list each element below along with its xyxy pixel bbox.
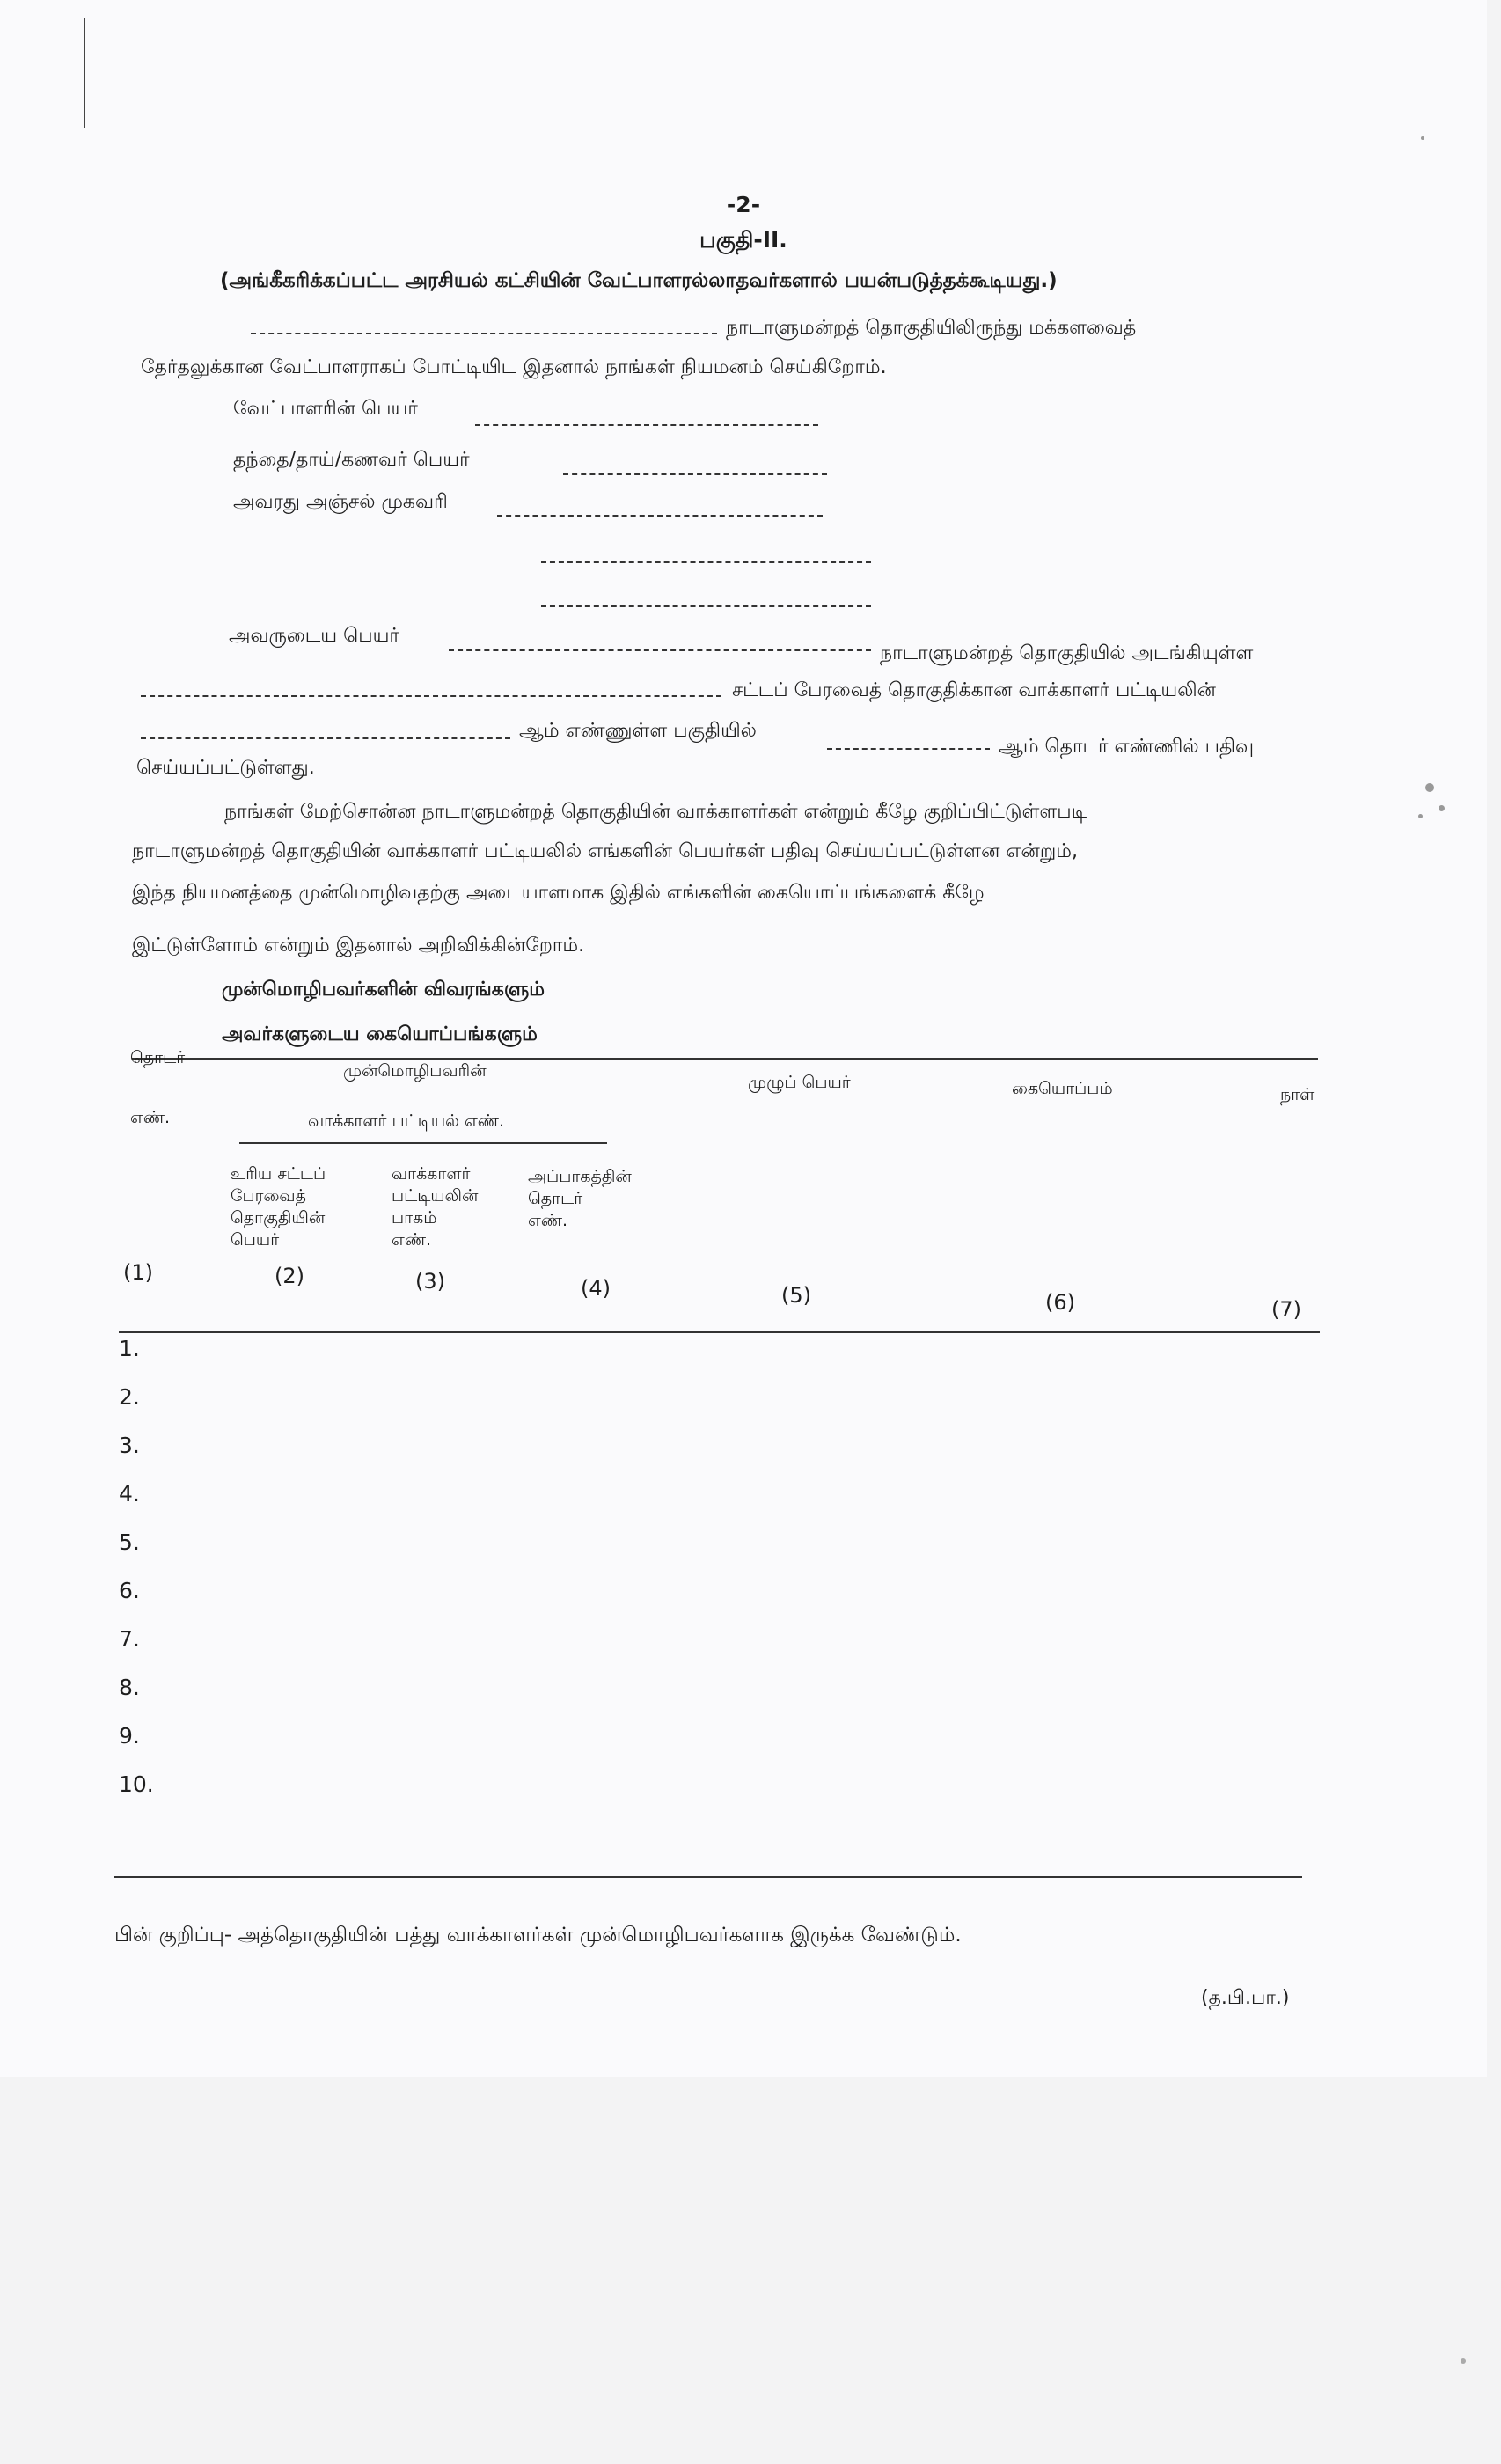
assembly-blank bbox=[141, 695, 721, 697]
address-blank-2 bbox=[541, 561, 871, 563]
col-number-2: (2) bbox=[275, 1264, 304, 1288]
scan-speck bbox=[1425, 783, 1434, 792]
footnote: பின் குறிப்பு- அத்தொகுதியின் பத்து வாக்காளர்கள் முன்மொழிபவர்களாக இருக்க வேண்டும். bbox=[114, 1924, 962, 1947]
col1-header-number: எண். bbox=[130, 1108, 171, 1127]
table-row-5: 5. bbox=[119, 1529, 140, 1555]
roll-number-header: வாக்காளர் பட்டியல் எண். bbox=[308, 1111, 504, 1131]
col6-header: கையொப்பம் bbox=[1012, 1079, 1113, 1098]
roll-header-rule bbox=[239, 1142, 607, 1144]
part-subtitle: (அங்கீகரிக்கப்பட்ட அரசியல் கட்சியின் வேட்பாளரல்லாதவர்களால் பயன்படுத்தக்கூடியது.) bbox=[220, 269, 1058, 292]
intro-line2: தேர்தலுக்கான வேட்பாளராகப் போட்டியிட இதனால் நாங்கள் நியமனம் செய்கிறோம். bbox=[141, 356, 887, 378]
col-number-4: (4) bbox=[581, 1276, 611, 1301]
parent-name-blank bbox=[563, 473, 827, 475]
address-blank-3 bbox=[541, 605, 871, 607]
part-number-blank bbox=[141, 737, 510, 739]
table-row-8: 8. bbox=[119, 1675, 140, 1700]
address-label: அவரது அஞ்சல் முகவரி bbox=[233, 491, 448, 513]
table-row-7: 7. bbox=[119, 1626, 140, 1652]
col-number-3: (3) bbox=[415, 1269, 445, 1294]
col1-header-serial: தொடர் bbox=[130, 1048, 186, 1067]
part-number-text: ஆம் எண்ணுள்ள பகுதியில் bbox=[519, 720, 757, 742]
col-number-1: (1) bbox=[123, 1260, 153, 1285]
his-name-blank bbox=[449, 649, 871, 651]
declaration-line4: இட்டுள்ளோம் என்றும் இதனால் அறிவிக்கின்றோம். bbox=[132, 935, 585, 957]
scan-speck bbox=[1461, 2358, 1466, 2364]
candidate-name-label: வேட்பாளரின் பெயர் bbox=[233, 398, 418, 420]
proposer-header: முன்மொழிபவரின் bbox=[343, 1061, 487, 1081]
proposers-heading-1: முன்மொழிபவர்களின் விவரங்களும் bbox=[222, 979, 545, 1001]
within-constituency-text: நாடாளுமன்றத் தொகுதியில் அடங்கியுள்ள bbox=[880, 642, 1254, 664]
col-number-7: (7) bbox=[1271, 1297, 1301, 1322]
col4-header: அப்பாகத்தின் தொடர் எண். bbox=[528, 1167, 632, 1230]
serial-number-blank bbox=[827, 748, 990, 750]
table-row-2: 2. bbox=[119, 1384, 140, 1410]
declaration-line3: இந்த நியமனத்தை முன்மொழிவதற்கு அடையாளமாக இதில் எங்களின் கையொப்பங்களைக் கீழே bbox=[132, 882, 985, 904]
table-row-6: 6. bbox=[119, 1578, 140, 1603]
col2-header: உரிய சட்டப் பேரவைத் தொகுதியின் பெயர் bbox=[231, 1164, 326, 1250]
col7-header: நாள் bbox=[1280, 1085, 1315, 1104]
margin-rule bbox=[84, 18, 85, 128]
his-name-label: அவருடைய பெயர் bbox=[229, 625, 399, 647]
scan-speck bbox=[1421, 136, 1424, 140]
serial-number-text: ஆம் தொடர் எண்ணில் பதிவு bbox=[999, 736, 1255, 758]
table-top-rule bbox=[132, 1058, 1318, 1060]
table-header-rule bbox=[119, 1331, 1320, 1333]
declaration-line2: நாடாளுமன்றத் தொகுதியின் வாக்காளர் பட்டியலில் எங்களின் பெயர்கள் பதிவு செய்யப்பட்டுள்ளன என்றும், bbox=[132, 840, 1078, 862]
intro-line1: நாடாளுமன்றத் தொகுதியிலிருந்து மக்களவைத் bbox=[726, 317, 1137, 339]
registered-text: செய்யப்பட்டுள்ளது. bbox=[136, 757, 315, 779]
address-blank-1 bbox=[497, 515, 823, 517]
proposers-heading-2: அவர்களுடைய கையொப்பங்களும் bbox=[222, 1023, 538, 1045]
table-row-1: 1. bbox=[119, 1336, 140, 1361]
table-row-4: 4. bbox=[119, 1481, 140, 1507]
candidate-name-blank bbox=[475, 424, 818, 426]
col-number-6: (6) bbox=[1045, 1290, 1075, 1315]
pto-label: (த.பி.பா.) bbox=[1201, 1987, 1290, 2009]
constituency-blank bbox=[251, 333, 717, 334]
table-bottom-rule bbox=[114, 1876, 1302, 1878]
assembly-roll-text: சட்டப் பேரவைத் தொகுதிக்கான வாக்காளர் பட்டியலின் bbox=[732, 679, 1216, 701]
page-number: -2- bbox=[726, 192, 761, 217]
table-row-9: 9. bbox=[119, 1723, 140, 1749]
scan-speck bbox=[1418, 814, 1423, 818]
parent-name-label: தந்தை/தாய்/கணவர் பெயர் bbox=[233, 449, 470, 471]
col3-header: வாக்காளர் பட்டியலின் பாகம் எண். bbox=[392, 1164, 479, 1250]
col5-header: முழுப் பெயர் bbox=[748, 1073, 851, 1092]
declaration-line1: நாங்கள் மேற்சொன்ன நாடாளுமன்றத் தொகுதியின் வாக்காளர்கள் என்றும் கீழே குறிப்பிட்டுள்ளபடி bbox=[224, 801, 1087, 823]
table-row-3: 3. bbox=[119, 1433, 140, 1458]
scan-speck bbox=[1439, 805, 1445, 811]
col-number-5: (5) bbox=[781, 1283, 811, 1308]
table-row-10: 10. bbox=[119, 1771, 154, 1797]
part-title: பகுதி-II. bbox=[699, 227, 787, 253]
